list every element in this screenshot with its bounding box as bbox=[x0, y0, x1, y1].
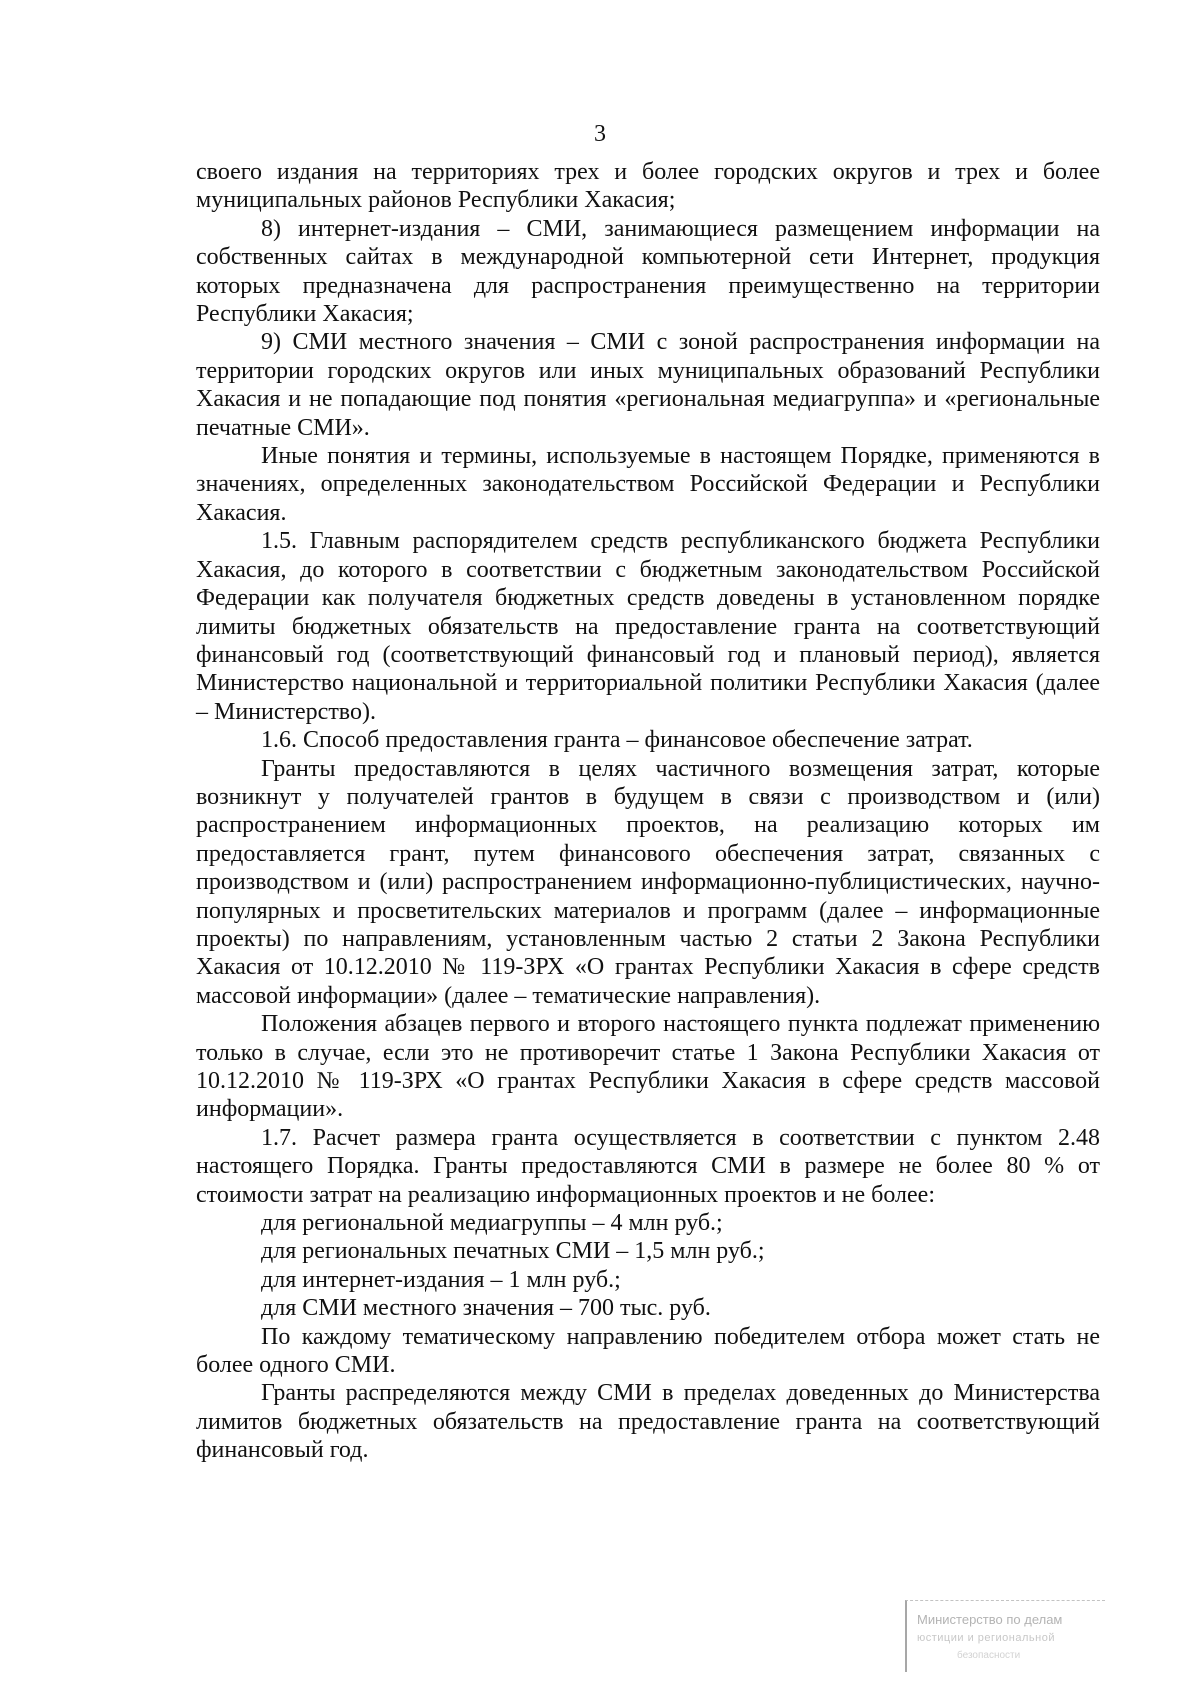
paragraph: Гранты предоставляются в целях частичного возмещения затрат, которые возникнут у получателей грантов в будущем в связи с производством и (или) распространением информационных проектов, на реализацию которых им предоставляется грант, путем финансового обеспечения затрат, связанных с производством и (или) распространением информационно-публицистических, научно-популярных и просветительских материалов и программ (далее – информационные проекты) по направлениям, установленным частью 2 статьи 2 Закона Республики Хакасия от 10.12.2010 № 119-ЗРХ «О грантах Республики Хакасия в сфере средств массовой информации» (далее – тематические направления). bbox=[196, 755, 1100, 1009]
paragraph: для региональных печатных СМИ – 1,5 млн руб.; bbox=[261, 1238, 765, 1265]
paragraph: По каждому тематическому направлению победителем отбора может стать не более одного СМИ. bbox=[196, 1323, 1100, 1379]
paragraph: для СМИ местного значения – 700 тыс. руб. bbox=[261, 1295, 711, 1322]
paragraph: 1.6. Способ предоставления гранта – финансовое обеспечение затрат. bbox=[261, 727, 973, 754]
paragraph: 1.5. Главным распорядителем средств республиканского бюджета Республики Хакасия, до которого в соответствии с бюджетным законодательством Российской Федерации как получателя бюджетных средств доведены в установленном порядке лимиты бюджетных обязательств на предоставление гранта на соответствующий финансовый год (соответствующий финансовый год и плановый период), является Министерство национальной и территориальной политики Республики Хакасия (далее – Министерство). bbox=[196, 528, 1100, 725]
stamp-line: юстиции и региональной bbox=[917, 1632, 1055, 1644]
paragraph: Иные понятия и термины, используемые в настоящем Порядке, применяются в значениях, определенных законодательством Российской Федерации и Республики Хакасия. bbox=[196, 443, 1100, 526]
stamp-line: Министерство по делам bbox=[917, 1612, 1063, 1627]
paragraph: для интернет-издания – 1 млн руб.; bbox=[261, 1266, 621, 1293]
stamp-line: безопасности bbox=[957, 1650, 1021, 1661]
document-body bbox=[196, 158, 1100, 1465]
paragraph: 1.7. Расчет размера гранта осуществляется в соответствии с пунктом 2.48 настоящего Порядка. Гранты предоставляются СМИ в размере не более 80 % от стоимости затрат на реализацию информационных проектов и не более: bbox=[196, 1124, 1100, 1208]
page-number: 3 bbox=[594, 121, 606, 147]
paragraph: Гранты распределяются между СМИ в пределах доведенных до Министерства лимитов бюджетных обязательств на предоставление гранта на соответствующий финансовый год. bbox=[196, 1380, 1100, 1464]
paragraph: для региональной медиагруппы – 4 млн руб.; bbox=[261, 1210, 723, 1237]
paragraph: своего издания на территориях трех и более городских округов и трех и более муниципальных районов Республики Хакасия; bbox=[196, 159, 1100, 214]
paragraph: Положения абзацев первого и второго настоящего пункта подлежат применению только в случае, если это не противоречит статье 1 Закона Республики Хакасия от 10.12.2010 № 119-ЗРХ «О грантах Республики Хакасия в сфере средств массовой информации». bbox=[196, 1011, 1100, 1123]
paragraph: 9) СМИ местного значения – СМИ с зоной распространения информации на территории городских округов или иных муниципальных образований Республики Хакасия и не попадающие под понятия «региональная медиагруппа» и «региональные печатные СМИ». bbox=[196, 329, 1100, 441]
registration-stamp bbox=[905, 1600, 1105, 1672]
paragraph: 8) интернет-издания – СМИ, занимающиеся размещением информации на собственных сайтах в международной компьютерной сети Интернет, продукция которых предназначена для распространения преимущественно на территории Республики Хакасия; bbox=[196, 215, 1100, 328]
